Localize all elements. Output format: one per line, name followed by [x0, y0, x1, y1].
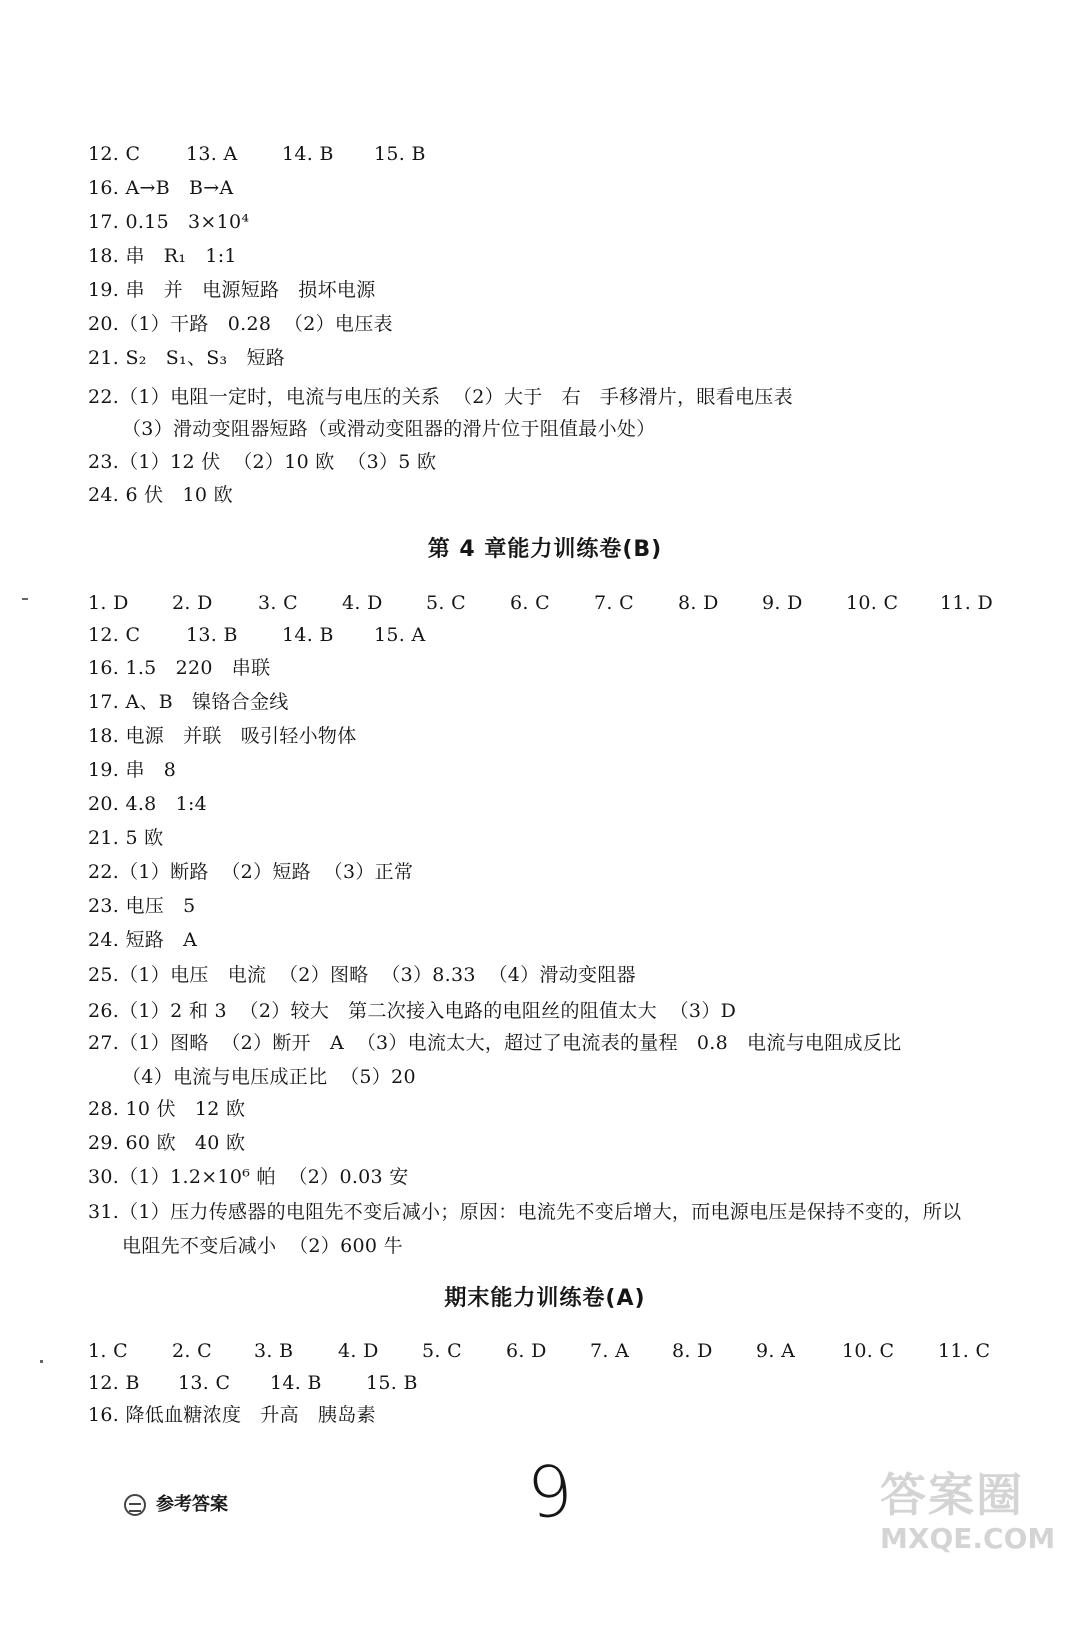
answer-item: 2. C — [172, 1340, 212, 1362]
answer-item: 1. C — [88, 1340, 128, 1362]
answer-item: 14. B — [282, 143, 334, 165]
watermark-main: 答案圈 — [880, 1468, 1024, 1522]
answer-line: 16. A→B B→A — [88, 177, 234, 199]
answer-item: 5. C — [426, 592, 466, 614]
book-icon — [124, 1494, 146, 1516]
answer-item: 14. B — [270, 1372, 322, 1394]
answer-line-continuation: （4）电流与电压成正比 （5）20 — [122, 1066, 416, 1088]
answer-line: 18. 电源 并联 吸引轻小物体 — [88, 725, 357, 747]
answer-line: 29. 60 欧 40 欧 — [88, 1132, 246, 1154]
answer-item: 15. B — [374, 143, 426, 165]
answer-line: 16. 降低血糖浓度 升高 胰岛素 — [88, 1404, 376, 1426]
answer-item: 8. D — [672, 1340, 713, 1362]
answer-item: 12. C — [88, 624, 141, 646]
footer-label: 参考答案 — [156, 1494, 228, 1515]
answer-item: 12. C — [88, 143, 141, 165]
answer-item: 6. D — [506, 1340, 547, 1362]
answer-line-continuation: （3）滑动变阻器短路（或滑动变阻器的滑片位于阻值最小处） — [122, 418, 656, 440]
answer-item: 13. A — [186, 143, 238, 165]
answer-item: 9. A — [756, 1340, 796, 1362]
answer-item: 7. A — [590, 1340, 630, 1362]
answer-item: 15. A — [374, 624, 426, 646]
answer-line: 19. 串 并 电源短路 损坏电源 — [88, 279, 376, 301]
answer-line: 22.（1）电阻一定时，电流与电压的关系 （2）大于 右 手移滑片，眼看电压表 — [88, 386, 793, 408]
answer-line: 20. 4.8 1:4 — [88, 793, 208, 815]
answer-line: 22.（1）断路 （2）短路 （3）正常 — [88, 861, 414, 883]
answer-item: 3. C — [258, 592, 298, 614]
answer-line: 20.（1）干路 0.28 （2）电压表 — [88, 313, 393, 335]
answer-item: 13. C — [178, 1372, 231, 1394]
answer-item: 4. D — [342, 592, 383, 614]
answer-line: 16. 1.5 220 串联 — [88, 657, 271, 679]
answer-line-continuation: 电阻先不变后减小 （2）600 牛 — [122, 1235, 403, 1257]
answer-line: 23.（1）12 伏 （2）10 欧 （3）5 欧 — [88, 451, 437, 473]
answer-line: 30.（1）1.2×10⁶ 帕 （2）0.03 安 — [88, 1166, 409, 1188]
answer-line: 27.（1）图略 （2）断开 A （3）电流太大，超过了电流表的量程 0.8 电流与电阻成反比 — [88, 1032, 902, 1054]
answer-item: 15. B — [366, 1372, 418, 1394]
answer-line: 26.（1）2 和 3 （2）较大 第二次接入电路的电阻丝的阻值太大 （3）D — [88, 1000, 737, 1022]
answer-item: 14. B — [282, 624, 334, 646]
answer-item: 5. C — [422, 1340, 462, 1362]
answer-line: 24. 短路 A — [88, 929, 198, 951]
answer-line: 28. 10 伏 12 欧 — [88, 1098, 246, 1120]
section-title: 期末能力训练卷(A) — [444, 1286, 646, 1311]
answer-item: 3. B — [254, 1340, 294, 1362]
answer-line: 24. 6 伏 10 欧 — [88, 484, 233, 506]
answer-item: 10. C — [846, 592, 899, 614]
answer-line: 17. A、B 镍铬合金线 — [88, 691, 289, 713]
answer-line: 17. 0.15 3×10⁴ — [88, 211, 250, 233]
answer-item: 11. C — [938, 1340, 991, 1362]
answer-item: 2. D — [172, 592, 213, 614]
answer-item: 6. C — [510, 592, 550, 614]
answer-line: 18. 串 R₁ 1:1 — [88, 245, 237, 267]
page-number: 9 — [523, 1448, 577, 1536]
answer-item: 1. D — [88, 592, 129, 614]
answer-item: 4. D — [338, 1340, 379, 1362]
answer-item: 11. D — [940, 592, 993, 614]
section-title: 第 4 章能力训练卷(B) — [427, 537, 663, 562]
answer-line: 21. 5 欧 — [88, 827, 164, 849]
scan-mark — [22, 598, 28, 600]
answer-item: 8. D — [678, 592, 719, 614]
answer-item: 13. B — [186, 624, 238, 646]
answer-item: 12. B — [88, 1372, 140, 1394]
answer-line: 19. 串 8 — [88, 759, 177, 781]
scan-mark — [40, 1360, 43, 1363]
watermark-logo — [880, 1468, 1070, 1588]
watermark-sub: MXQE.COM — [880, 1522, 1056, 1555]
answer-line: 25.（1）电压 电流 （2）图略 （3）8.33 （4）滑动变阻器 — [88, 964, 636, 986]
answer-line: 23. 电压 5 — [88, 895, 196, 917]
answer-item: 7. C — [594, 592, 634, 614]
answer-item: 9. D — [762, 592, 803, 614]
answer-item: 10. C — [842, 1340, 895, 1362]
answer-line: 21. S₂ S₁、S₃ 短路 — [88, 347, 286, 369]
answer-line: 31.（1）压力传感器的电阻先不变后减小；原因：电流先不变后增大，而电源电压是保持不变的，所以 — [88, 1201, 962, 1223]
